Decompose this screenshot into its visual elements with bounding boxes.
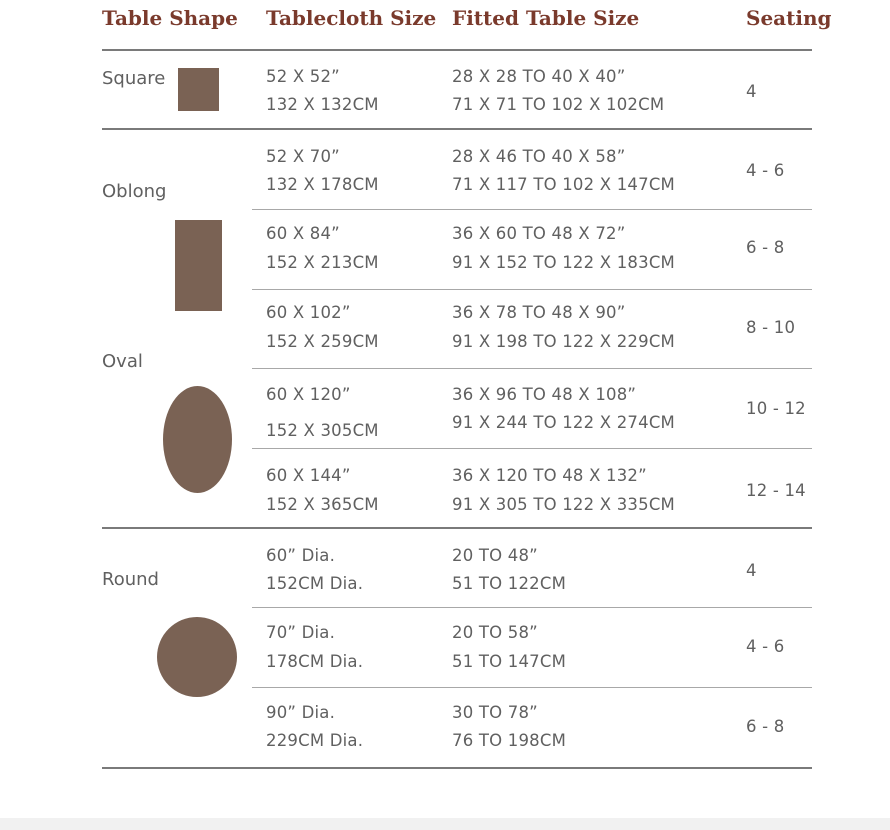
cloth-size-cm: 152 X 305CM [266, 421, 379, 440]
cloth-size-in: 90” Dia. [266, 703, 336, 722]
cloth-size-cm: 152 X 213CM [266, 253, 379, 272]
shape-label-round: Round [102, 569, 159, 590]
fitted-size-in: 28 X 46 TO 40 X 58” [452, 147, 626, 166]
divider-row [252, 607, 812, 608]
header-tablecloth-size: Tablecloth Size [266, 6, 437, 30]
divider-row [252, 448, 812, 449]
cloth-size-cm: 132 X 178CM [266, 175, 379, 194]
fitted-size-cm: 71 X 117 TO 102 X 147CM [452, 175, 675, 194]
cloth-size-in: 52 X 70” [266, 147, 340, 166]
cloth-size-cm: 132 X 132CM [266, 95, 379, 114]
seating-value: 8 - 10 [746, 318, 796, 337]
cloth-size-in: 70” Dia. [266, 623, 336, 642]
cloth-size-in: 60 X 84” [266, 224, 340, 243]
oblong-shape-icon [175, 220, 222, 311]
fitted-size-cm: 76 TO 198CM [452, 731, 567, 750]
fitted-size-cm: 91 X 244 TO 122 X 274CM [452, 413, 675, 432]
seating-value: 4 [746, 82, 757, 101]
divider-square [102, 128, 812, 130]
divider-row [252, 289, 812, 290]
seating-value: 12 - 14 [746, 481, 806, 500]
divider-header [102, 49, 812, 51]
fitted-size-cm: 51 TO 122CM [452, 574, 567, 593]
round-shape-icon [157, 617, 237, 697]
cloth-size-cm: 152CM Dia. [266, 574, 364, 593]
oval-shape-icon [163, 386, 232, 493]
cloth-size-in: 60” Dia. [266, 546, 336, 565]
cloth-size-cm: 152 X 365CM [266, 495, 379, 514]
header-table-shape: Table Shape [102, 6, 238, 30]
cloth-size-in: 52 X 52” [266, 67, 340, 86]
divider-bottom [102, 767, 812, 769]
fitted-size-in: 36 X 96 TO 48 X 108” [452, 385, 637, 404]
seating-value: 6 - 8 [746, 238, 785, 257]
divider-oval [102, 527, 812, 529]
cloth-size-in: 60 X 102” [266, 303, 351, 322]
fitted-size-in: 28 X 28 TO 40 X 40” [452, 67, 626, 86]
fitted-size-in: 20 TO 48” [452, 546, 538, 565]
seating-value: 6 - 8 [746, 717, 785, 736]
header-seating: Seating [746, 6, 832, 30]
fitted-size-in: 36 X 78 TO 48 X 90” [452, 303, 626, 322]
shape-label-oblong: Oblong [102, 181, 167, 202]
shape-label-oval: Oval [102, 351, 143, 372]
fitted-size-cm: 91 X 305 TO 122 X 335CM [452, 495, 675, 514]
fitted-size-cm: 51 TO 147CM [452, 652, 567, 671]
cloth-size-cm: 178CM Dia. [266, 652, 364, 671]
cloth-size-cm: 152 X 259CM [266, 332, 379, 351]
cloth-size-in: 60 X 120” [266, 385, 351, 404]
shape-label-square: Square [102, 68, 166, 89]
fitted-size-in: 30 TO 78” [452, 703, 538, 722]
fitted-size-in: 36 X 120 TO 48 X 132” [452, 466, 647, 485]
fitted-size-cm: 71 X 71 TO 102 X 102CM [452, 95, 665, 114]
fitted-size-in: 20 TO 58” [452, 623, 538, 642]
fitted-size-cm: 91 X 152 TO 122 X 183CM [452, 253, 675, 272]
seating-value: 10 - 12 [746, 399, 806, 418]
header-fitted-table-size: Fitted Table Size [452, 6, 640, 30]
cloth-size-cm: 229CM Dia. [266, 731, 364, 750]
seating-value: 4 [746, 561, 757, 580]
divider-row [252, 209, 812, 210]
fitted-size-in: 36 X 60 TO 48 X 72” [452, 224, 626, 243]
cloth-size-in: 60 X 144” [266, 466, 351, 485]
bottom-edge [0, 818, 890, 830]
seating-value: 4 - 6 [746, 637, 785, 656]
divider-row [252, 687, 812, 688]
divider-row [252, 368, 812, 369]
square-shape-icon [178, 68, 219, 111]
fitted-size-cm: 91 X 198 TO 122 X 229CM [452, 332, 675, 351]
seating-value: 4 - 6 [746, 161, 785, 180]
